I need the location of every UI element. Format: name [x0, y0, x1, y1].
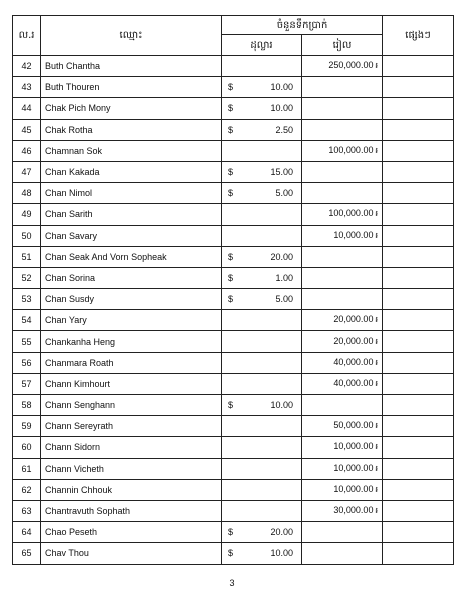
riel-symbol: ៛	[375, 145, 378, 155]
amount-usd	[222, 416, 302, 437]
riel-symbol: ៛	[375, 61, 378, 71]
amount-khr	[302, 119, 383, 140]
table-row	[13, 479, 454, 500]
other-cell	[383, 77, 454, 98]
donor-name: Chak Pich Mony	[41, 98, 222, 119]
other-cell	[383, 267, 454, 288]
usd-symbol: $	[228, 527, 234, 538]
donor-name: Chanmara Roath	[41, 352, 222, 373]
khr-value: 100,000.00	[328, 208, 374, 219]
row-number: 55	[13, 331, 41, 352]
amount-usd	[222, 522, 302, 543]
table-row	[13, 98, 454, 119]
other-cell	[383, 437, 454, 458]
usd-symbol: $	[228, 124, 234, 135]
amount-usd	[222, 289, 302, 310]
amount-usd	[222, 479, 302, 500]
table-body	[13, 56, 454, 565]
amount-usd	[222, 204, 302, 225]
row-number: 53	[13, 289, 41, 310]
row-number: 65	[13, 543, 41, 564]
donor-name: Chan Yary	[41, 310, 222, 331]
table-row	[13, 310, 454, 331]
table-row	[13, 437, 454, 458]
other-cell	[383, 204, 454, 225]
riel-symbol: ៛	[375, 357, 378, 367]
riel-symbol: ៛	[375, 230, 378, 240]
donor-name: Chan Kakada	[41, 161, 222, 182]
donor-name: Chantravuth Sophath	[41, 500, 222, 521]
donor-name: Chann Sereyrath	[41, 416, 222, 437]
donor-name: Chan Savary	[41, 225, 222, 246]
table-row	[13, 140, 454, 161]
other-cell	[383, 352, 454, 373]
riel-symbol: ៛	[375, 463, 378, 473]
usd-symbol: $	[228, 251, 234, 262]
table-row	[13, 352, 454, 373]
amount-khr	[302, 416, 383, 437]
donor-name: Chan Susdy	[41, 289, 222, 310]
amount-khr	[302, 310, 383, 331]
other-cell	[383, 479, 454, 500]
row-number: 64	[13, 522, 41, 543]
amount-khr	[302, 161, 383, 182]
amount-khr	[302, 479, 383, 500]
amount-usd	[222, 183, 302, 204]
table-row	[13, 183, 454, 204]
amount-khr	[302, 522, 383, 543]
amount-khr	[302, 458, 383, 479]
row-number: 60	[13, 437, 41, 458]
row-number: 52	[13, 267, 41, 288]
usd-symbol: $	[228, 82, 234, 93]
amount-khr	[302, 500, 383, 521]
table-row	[13, 161, 454, 182]
row-number: 44	[13, 98, 41, 119]
table-row	[13, 267, 454, 288]
riel-symbol: ៛	[375, 442, 378, 452]
other-cell	[383, 543, 454, 564]
amount-khr	[302, 225, 383, 246]
amount-khr	[302, 543, 383, 564]
amount-usd	[222, 500, 302, 521]
amount-usd	[222, 458, 302, 479]
other-cell	[383, 98, 454, 119]
donor-name: Chan Nimol	[41, 183, 222, 204]
amount-usd	[222, 140, 302, 161]
table-row	[13, 119, 454, 140]
amount-usd	[222, 246, 302, 267]
row-number: 42	[13, 56, 41, 77]
donor-name: Channin Chhouk	[41, 479, 222, 500]
table-row	[13, 246, 454, 267]
donor-name: Chann Sidorn	[41, 437, 222, 458]
amount-khr	[302, 140, 383, 161]
other-cell	[383, 161, 454, 182]
row-number: 51	[13, 246, 41, 267]
table-row	[13, 373, 454, 394]
amount-usd	[222, 56, 302, 77]
donor-name: Chankanha Heng	[41, 331, 222, 352]
riel-symbol: ៛	[375, 421, 378, 431]
riel-symbol: ៛	[375, 378, 378, 388]
amount-khr	[302, 77, 383, 98]
usd-value: 10.00	[270, 400, 293, 411]
khr-value: 10,000.00	[333, 462, 374, 473]
amount-usd	[222, 543, 302, 564]
donor-name: Chak Rotha	[41, 119, 222, 140]
donor-name: Chav Thou	[41, 543, 222, 564]
khr-value: 40,000.00	[333, 356, 374, 367]
donor-name: Chann Vicheth	[41, 458, 222, 479]
usd-symbol: $	[228, 103, 234, 114]
khr-value: 100,000.00	[328, 144, 374, 155]
donor-name: Buth Chantha	[41, 56, 222, 77]
donor-name: Chan Sorina	[41, 267, 222, 288]
amount-khr	[302, 56, 383, 77]
usd-symbol: $	[228, 167, 234, 178]
table-row	[13, 543, 454, 564]
amount-khr	[302, 331, 383, 352]
riel-symbol: ៛	[375, 484, 378, 494]
amount-usd	[222, 267, 302, 288]
usd-value: 10.00	[270, 548, 293, 559]
usd-symbol: $	[228, 400, 234, 411]
donor-name: Chan Sarith	[41, 204, 222, 225]
amount-khr	[302, 395, 383, 416]
row-number: 59	[13, 416, 41, 437]
header-other: ផ្សេងៗ	[383, 16, 454, 56]
page-number: 3	[229, 578, 235, 588]
khr-value: 10,000.00	[333, 483, 374, 494]
amount-usd	[222, 310, 302, 331]
donor-name: Buth Thouren	[41, 77, 222, 98]
table-row	[13, 289, 454, 310]
donor-name: Chamnan Sok	[41, 140, 222, 161]
usd-symbol: $	[228, 188, 234, 199]
other-cell	[383, 522, 454, 543]
khr-value: 40,000.00	[333, 377, 374, 388]
amount-khr	[302, 437, 383, 458]
usd-value: 1.00	[275, 272, 293, 283]
other-cell	[383, 416, 454, 437]
usd-value: 5.00	[275, 188, 293, 199]
other-cell	[383, 225, 454, 246]
table-row	[13, 331, 454, 352]
other-cell	[383, 140, 454, 161]
amount-khr	[302, 246, 383, 267]
amount-usd	[222, 352, 302, 373]
amount-usd	[222, 77, 302, 98]
row-number: 57	[13, 373, 41, 394]
amount-khr	[302, 352, 383, 373]
header-usd: ដុល្លារ	[222, 35, 302, 56]
other-cell	[383, 183, 454, 204]
usd-symbol: $	[228, 548, 234, 559]
row-number: 46	[13, 140, 41, 161]
donor-name: Chann Senghann	[41, 395, 222, 416]
other-cell	[383, 500, 454, 521]
amount-usd	[222, 119, 302, 140]
row-number: 63	[13, 500, 41, 521]
usd-value: 5.00	[275, 294, 293, 305]
row-number: 49	[13, 204, 41, 225]
other-cell	[383, 458, 454, 479]
row-number: 50	[13, 225, 41, 246]
header-amount: ចំនួនទឹកប្រាក់	[222, 16, 383, 35]
khr-value: 30,000.00	[333, 505, 374, 516]
amount-usd	[222, 225, 302, 246]
row-number: 54	[13, 310, 41, 331]
row-number: 56	[13, 352, 41, 373]
amount-usd	[222, 373, 302, 394]
row-number: 43	[13, 77, 41, 98]
usd-value: 2.50	[275, 124, 293, 135]
table-row	[13, 522, 454, 543]
table-row	[13, 77, 454, 98]
usd-symbol: $	[228, 294, 234, 305]
table-row	[13, 458, 454, 479]
donation-table	[12, 15, 454, 565]
amount-khr	[302, 373, 383, 394]
khr-value: 50,000.00	[333, 420, 374, 431]
usd-value: 20.00	[270, 527, 293, 538]
amount-khr	[302, 204, 383, 225]
other-cell	[383, 331, 454, 352]
amount-usd	[222, 395, 302, 416]
khr-value: 10,000.00	[333, 229, 374, 240]
table-row	[13, 395, 454, 416]
row-number: 45	[13, 119, 41, 140]
table-row	[13, 225, 454, 246]
other-cell	[383, 373, 454, 394]
riel-symbol: ៛	[375, 209, 378, 219]
khr-value: 250,000.00	[328, 60, 374, 71]
header-no: ល.រ	[13, 16, 41, 56]
row-number: 47	[13, 161, 41, 182]
table-row	[13, 500, 454, 521]
row-number: 61	[13, 458, 41, 479]
amount-usd	[222, 98, 302, 119]
other-cell	[383, 246, 454, 267]
other-cell	[383, 395, 454, 416]
header-name: ឈ្មោះ	[41, 16, 222, 56]
usd-value: 10.00	[270, 82, 293, 93]
header-khr: រៀល	[302, 35, 383, 56]
khr-value: 20,000.00	[333, 335, 374, 346]
row-number: 62	[13, 479, 41, 500]
other-cell	[383, 56, 454, 77]
usd-symbol: $	[228, 272, 234, 283]
usd-value: 10.00	[270, 103, 293, 114]
amount-khr	[302, 98, 383, 119]
riel-symbol: ៛	[375, 506, 378, 516]
other-cell	[383, 119, 454, 140]
amount-usd	[222, 161, 302, 182]
donor-name: Chan Seak And Vorn Sopheak	[41, 246, 222, 267]
amount-khr	[302, 289, 383, 310]
donor-name: Chao Peseth	[41, 522, 222, 543]
other-cell	[383, 310, 454, 331]
table-row	[13, 56, 454, 77]
row-number: 48	[13, 183, 41, 204]
donor-name: Chann Kimhourt	[41, 373, 222, 394]
usd-value: 15.00	[270, 167, 293, 178]
usd-value: 20.00	[270, 251, 293, 262]
amount-khr	[302, 183, 383, 204]
amount-usd	[222, 331, 302, 352]
riel-symbol: ៛	[375, 336, 378, 346]
riel-symbol: ៛	[375, 315, 378, 325]
khr-value: 20,000.00	[333, 314, 374, 325]
table-row	[13, 204, 454, 225]
table-row	[13, 416, 454, 437]
other-cell	[383, 289, 454, 310]
row-number: 58	[13, 395, 41, 416]
amount-khr	[302, 267, 383, 288]
khr-value: 10,000.00	[333, 441, 374, 452]
amount-usd	[222, 437, 302, 458]
